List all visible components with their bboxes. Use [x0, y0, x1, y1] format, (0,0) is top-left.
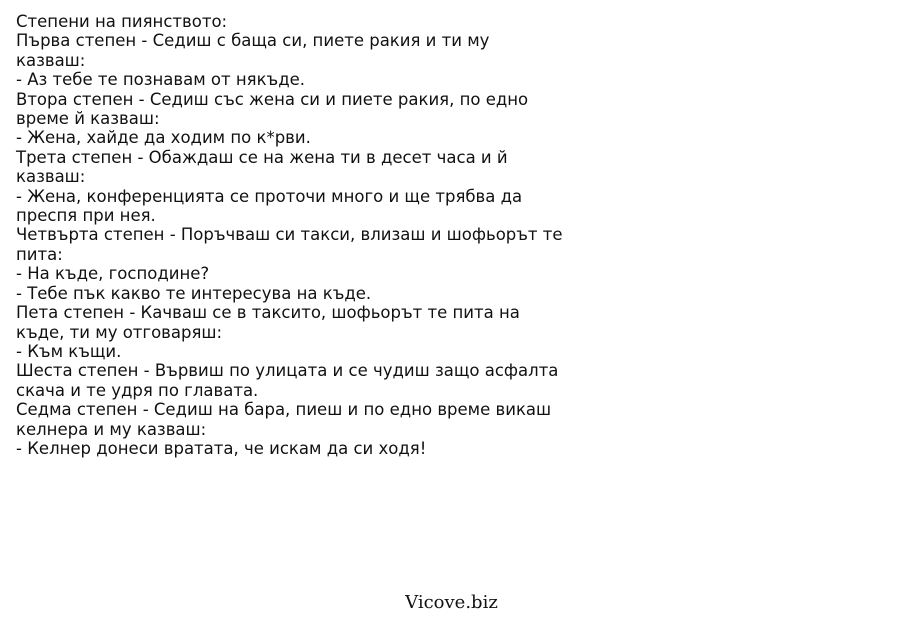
joke-line: - Тебе пък какво те интересува на къде. — [16, 283, 372, 303]
joke-line: Седма степен - Седиш на бара, пиеш и по едно време викаш — [16, 400, 552, 420]
joke-line: - Жена, конференцията се проточи много и ще трябва да — [16, 186, 523, 206]
joke-line: казваш: — [16, 167, 86, 187]
joke-line: Втора степен - Седиш със жена си и пиете ракия, по едно — [16, 89, 529, 109]
joke-line: време й казваш: — [16, 109, 160, 129]
joke-line: - Към къщи. — [16, 341, 122, 361]
joke-line: - Аз тебе те познавам от някъде. — [16, 70, 306, 90]
joke-line: преспя при нея. — [16, 206, 156, 226]
joke-line: - На къде, господине? — [16, 264, 210, 284]
joke-line: скача и те удря по главата. — [16, 380, 259, 400]
joke-title: Степени на пиянството: — [16, 12, 228, 31]
joke-line: - Келнер донеси вратата, че искам да си ходя! — [16, 438, 427, 458]
joke-line: Първа степен - Седиш с баща си, пиете ракия и ти му — [16, 31, 490, 51]
joke-line: къде, ти му отговаряш: — [16, 322, 223, 342]
joke-line: пита: — [16, 244, 63, 264]
site-watermark: Vicove.biz — [405, 592, 498, 613]
joke-text — [16, 12, 596, 458]
joke-line: келнера и му казваш: — [16, 419, 207, 439]
joke-line: Четвърта степен - Поръчваш си такси, влизаш и шофьорът те — [16, 225, 563, 245]
joke-line: Шеста степен - Вървиш по улицата и се чудиш защо асфалта — [16, 361, 559, 381]
joke-line: Трета степен - Обаждаш се на жена ти в десет часа и й — [16, 147, 508, 167]
joke-line: казваш: — [16, 50, 86, 70]
joke-line: Пета степен - Качваш се в таксито, шофьорът те пита на — [16, 303, 520, 323]
joke-line: - Жена, хайде да ходим по к*рви. — [16, 128, 311, 148]
